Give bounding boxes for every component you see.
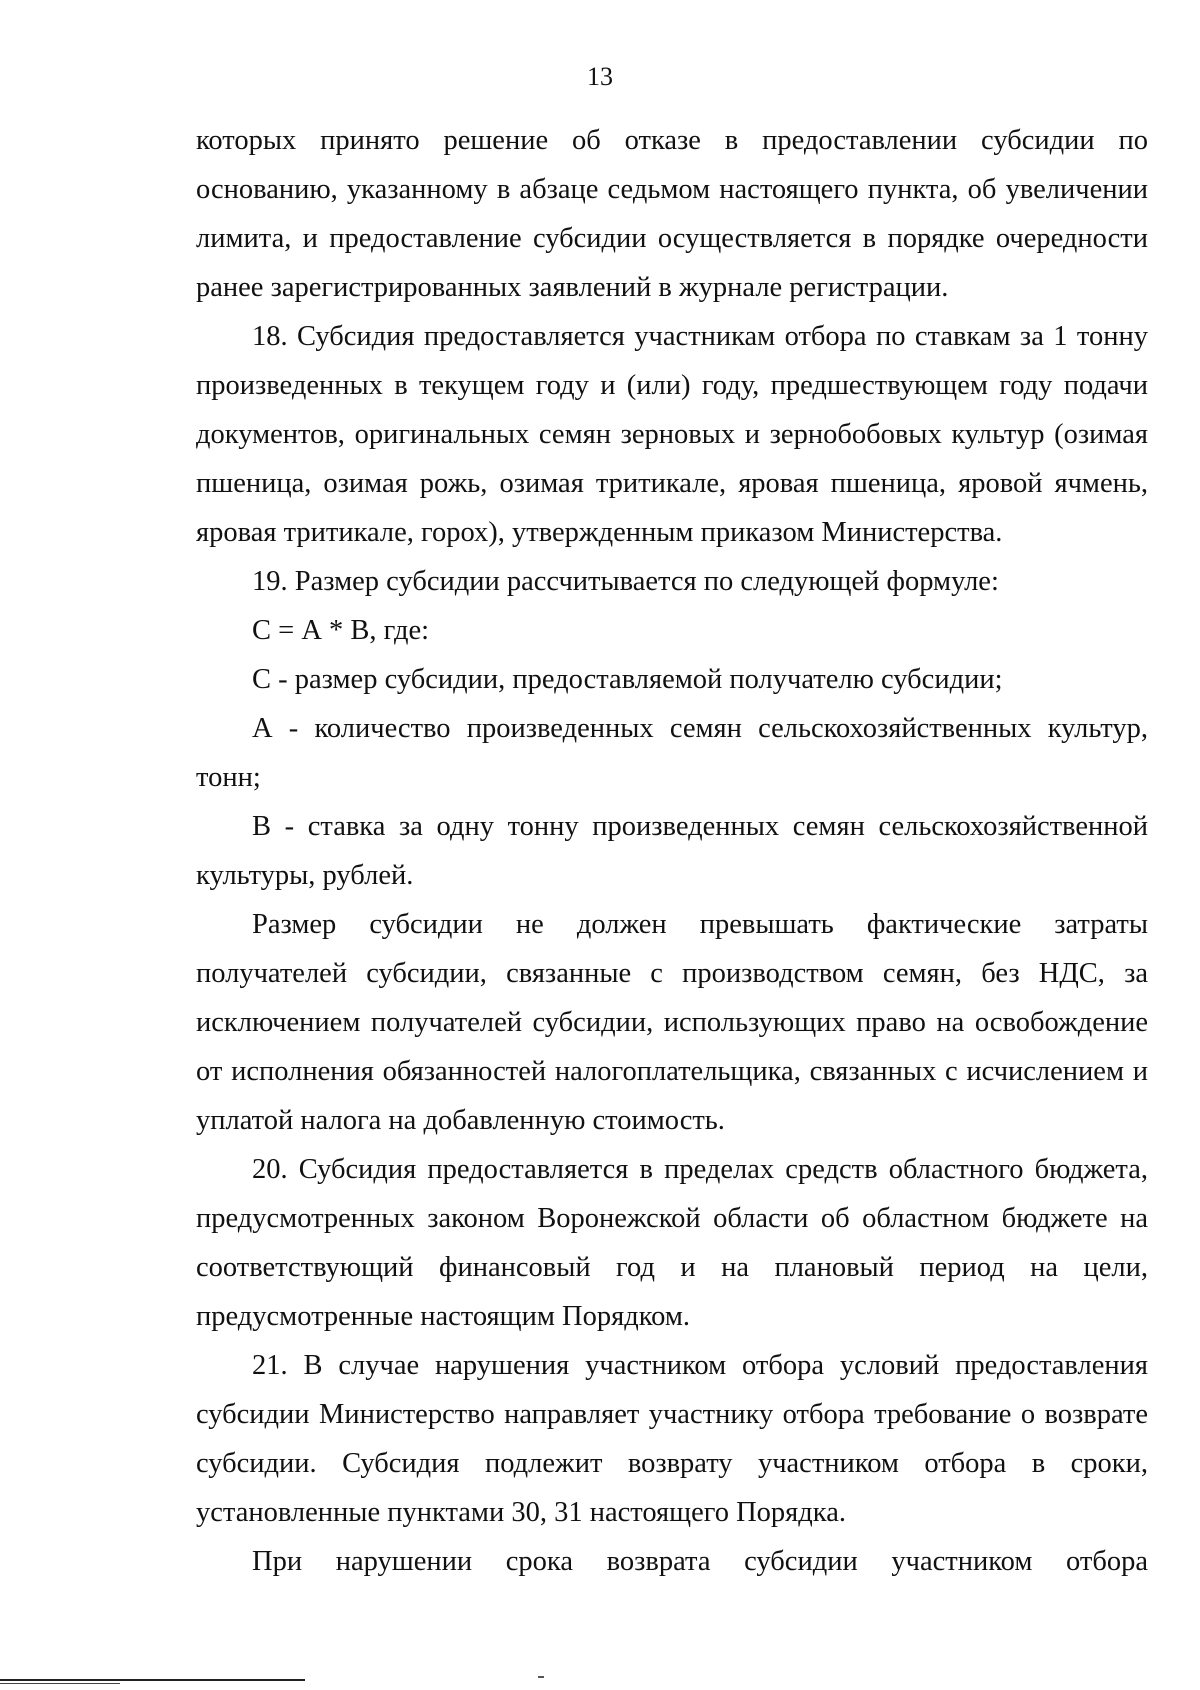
formula-definition-c: С - размер субсидии, предоставляемой получателю субсидии; [252, 664, 1003, 695]
paragraph-continuation: которых принято решение об отказе в предоставлении субсидии по основанию, указанному в абзаце седьмом настоящего пункта, об увеличении лимита, и предоставление субсидии осуществляется в порядке очередности ранее зарегистрированных заявлений в журнале регистрации. [196, 125, 1148, 303]
paragraph-return-violation: При нарушении срока возврата субсидии участником отбора [252, 1546, 1148, 1577]
footer-rule-short [0, 1683, 120, 1684]
document-body [196, 116, 1148, 1586]
page-number: 13 [587, 62, 613, 91]
paragraph-cost-limit: Размер субсидии не должен превышать фактические затраты получателей субсидии, связанные с производством семян, без НДС, за исключением получателей субсидии, использующих право на освобождение от исполнения обязанностей налогоплательщика, связанных с исчислением и уплатой налога на добавленную стоимость. [196, 909, 1148, 1136]
formula-definition-b: В - ставка за одну тонну произведенных семян сельскохозяйственной культуры, рублей. [196, 811, 1148, 891]
paragraph-item-18: 18. Субсидия предоставляется участникам отбора по ставкам за 1 тонну произведенных в текущем году и (или) году, предшествующем году подачи документов, оригинальных семян зерновых и зернобобовых культур (озимая пшеница, озимая рожь, озимая тритикале, яровая пшеница, яровой ячмень, яровая тритикале, горох), утвержденным приказом Министерства. [196, 321, 1148, 548]
paragraph-item-19: 19. Размер субсидии рассчитывается по следующей формуле: [252, 566, 999, 597]
formula-line: С = А * В, где: [252, 615, 430, 646]
paragraph-item-20: 20. Субсидия предоставляется в пределах средств областного бюджета, предусмотренных законом Воронежской области об областном бюджете на соответствующий финансовый год и на плановый период на цели, предусмотренные настоящим Порядком. [196, 1154, 1148, 1332]
footer-rule [0, 1679, 305, 1681]
footer-mark [538, 1676, 544, 1678]
formula-definition-a: А - количество произведенных семян сельскохозяйственных культур, тонн; [196, 713, 1148, 793]
paragraph-item-21: 21. В случае нарушения участником отбора условий предоставления субсидии Министерство направляет участнику отбора требование о возврате субсидии. Субсидия подлежит возврату участником отбора в сроки, установленные пунктами 30, 31 настоящего Порядка. [196, 1350, 1148, 1528]
